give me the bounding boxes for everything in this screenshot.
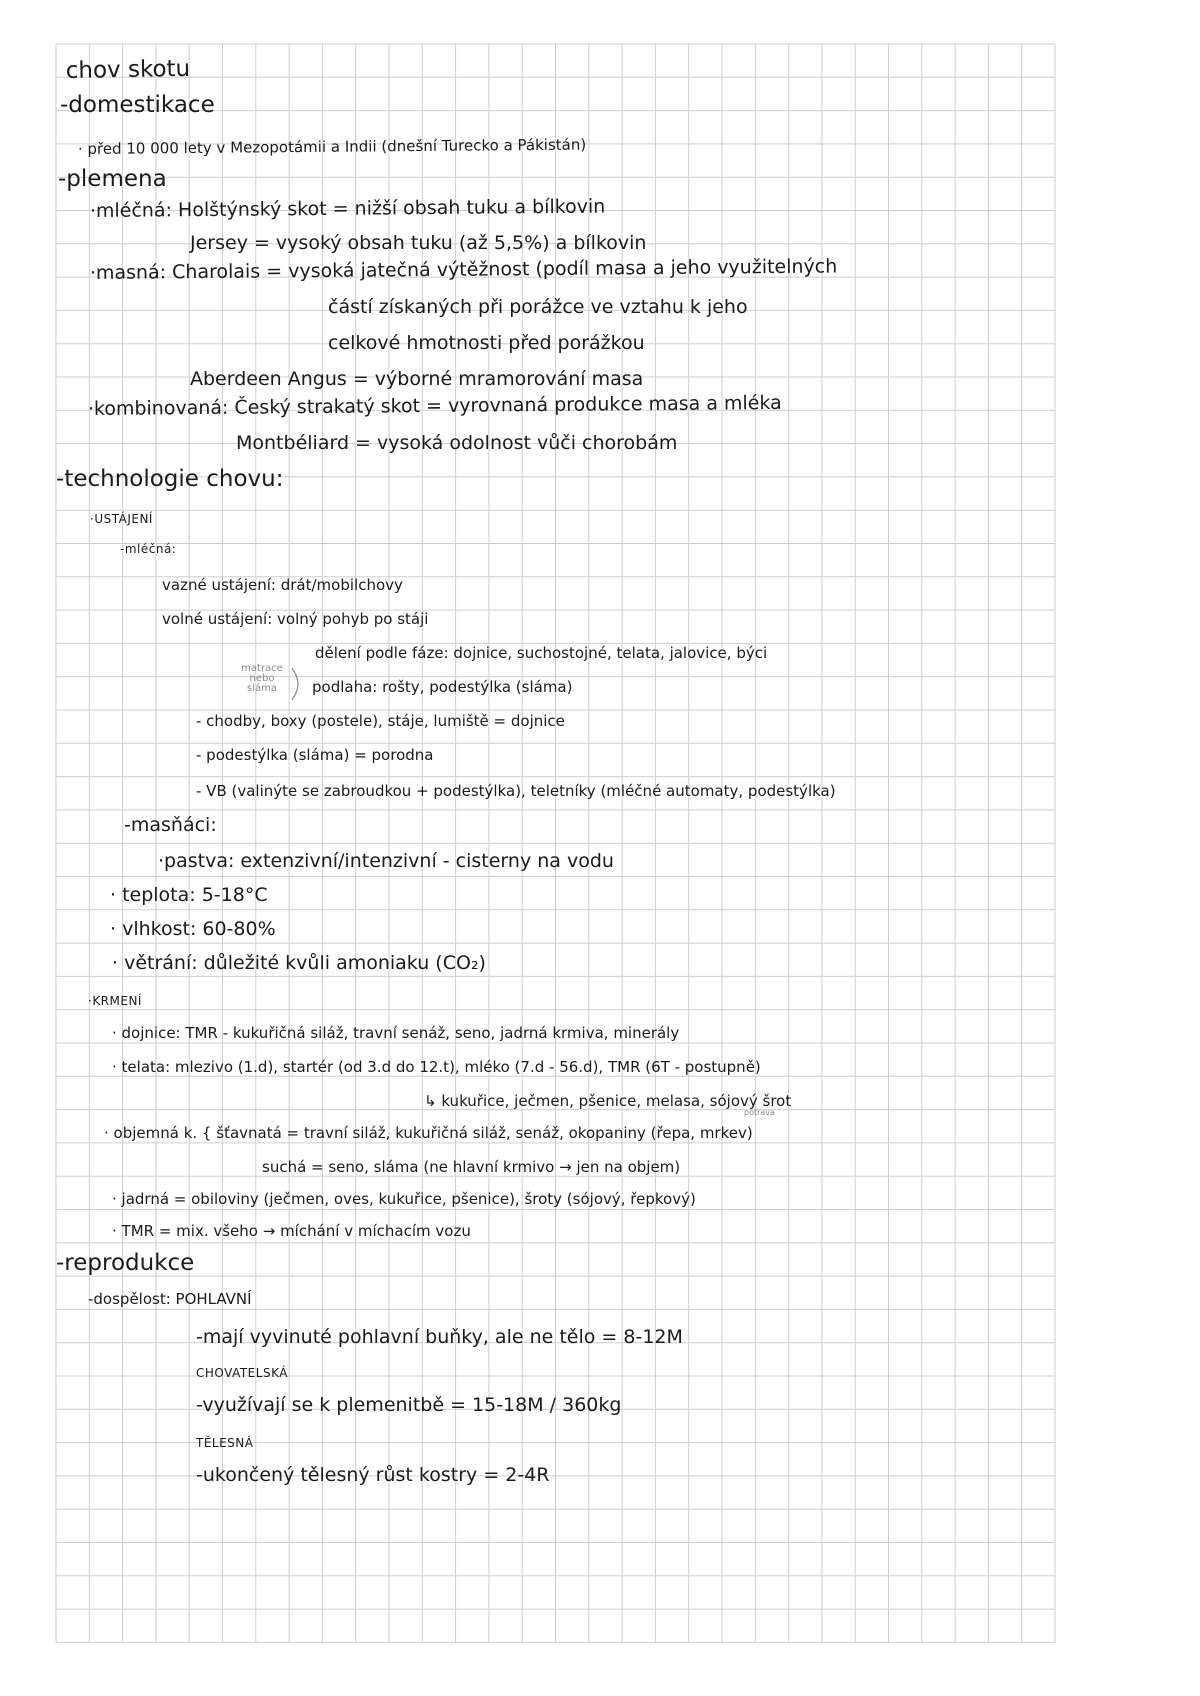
heading-reprodukce: -reprodukce [56,1250,195,1276]
plemena-mlecna-2: Jersey = vysoký obsah tuku (až 5,5%) a bílkovin [190,232,647,254]
tmr-mix: · TMR = mix. všeho → míchání v míchacím vozu [112,1222,471,1240]
heading-technologie: -technologie chovu: [56,466,284,492]
domestikace-line: · před 10 000 lety v Mezopotámii a Indii (dnešní Turecko a Pákistán) [77,135,587,158]
side-note-text: matrace nebo sláma [241,663,283,694]
heading-krmeni: ·KRMENÍ [88,994,142,1008]
dospelost-pohlavni: -dospělost: POHLAVNÍ [88,1290,252,1308]
pastva: ·pastva: extenzivní/intenzivní - cisterny na vodu [158,850,614,872]
plemena-kombinovana-1: ·kombinovaná: Český strakatý skot = vyrovnaná produkce masa a mléka [87,391,782,420]
chodby-boxy: - chodby, boxy (postele), stáje, lumiště = dojnice [196,712,565,730]
krmeni-telata-slozeni: ↳ kukuřice, ječmen, pšenice, melasa, sójový šrot [424,1092,792,1110]
volne-ustajeni: volné ustájení: volný pohyb po stáji [162,610,429,628]
side-note-matrace [232,664,292,694]
heading-plemena: -plemena [58,166,167,192]
plemena-masna-2: částí získaných při porážce ve vztahu k jeho [328,296,748,318]
plemena-mlecna-1: ·mléčná: Holštýnský skot = nižší obsah tuku a bílkovin [89,195,606,222]
plemena-masna-3: celkové hmotnosti před porážkou [328,332,645,354]
plemena-masna-4: Aberdeen Angus = výborné mramorování masa [190,368,644,390]
notes-title: chov skotu [65,55,191,84]
label-telesna: TĚLESNÁ [196,1436,254,1450]
label-masnaci: -masňáci: [124,814,217,836]
jadrna-krmiva: · jadrná = obiloviny (ječmen, oves, kukuřice, pšenice), šroty (sójový, řepkový) [112,1190,696,1208]
vetrani: · větrání: důležité kvůli amoniaku (CO₂) [112,952,486,974]
telesna-dospelost: -ukončený tělesný růst kostry = 2-4R [196,1464,550,1486]
krmeni-telata: · telata: mlezivo (1.d), startér (od 3.d do 12.t), mléko (7.d - 56.d), TMR (6T - postupně) [112,1058,761,1076]
deleni-podle-faze: dělení podle fáze: dojnice, suchostojné, telata, jalovice, býci [315,644,768,662]
label-ustajeni: ·USTÁJENÍ [90,512,153,526]
krmeni-dojnice: · dojnice: TMR - kukuřičná siláž, travní senáž, seno, jadrná krmiva, minerály [112,1024,680,1042]
teplota: · teplota: 5-18°C [110,884,268,906]
chovatelska-dospelost: -využívají se k plemenitbě = 15-18M / 360kg [196,1394,622,1416]
plemena-kombinovana-2: Montbéliard = vysoká odolnost vůči chorobám [236,432,678,454]
okopaniny-note: potrava [744,1108,775,1117]
heading-domestikace: -domestikace [60,92,215,118]
podlaha: podlaha: rošty, podestýlka (sláma) [312,678,573,696]
vlhkost: · vlhkost: 60-80% [110,918,276,940]
podestylka-porodna: - podestýlka (sláma) = porodna [196,746,434,764]
label-chovatelska: CHOVATELSKÁ [196,1366,288,1380]
vb-teletniky: - VB (valinýte se zabroudkou + podestýlka), teletníky (mléčné automaty, podestýlka) [196,782,836,800]
label-mlecna: -mléčná: [120,542,177,556]
pohlavni-dospelost: -mají vyvinuté pohlavní buňky, ale ne tělo = 8-12M [196,1326,683,1348]
objemna-sucha: suchá = seno, sláma (ne hlavní krmivo → jen na objem) [262,1158,681,1176]
vazne-ustajeni: vazné ustájení: drát/mobilchovy [162,576,403,594]
objemna-stavnata: · objemná k. { šťavnatá = travní siláž, kukuřičná siláž, senáž, okopaniny (řepa, mrkev) [104,1124,753,1142]
plemena-masna-1: ·masná: Charolais = vysoká jatečná výtěžnost (podíl masa a jeho využitelných [89,255,838,284]
